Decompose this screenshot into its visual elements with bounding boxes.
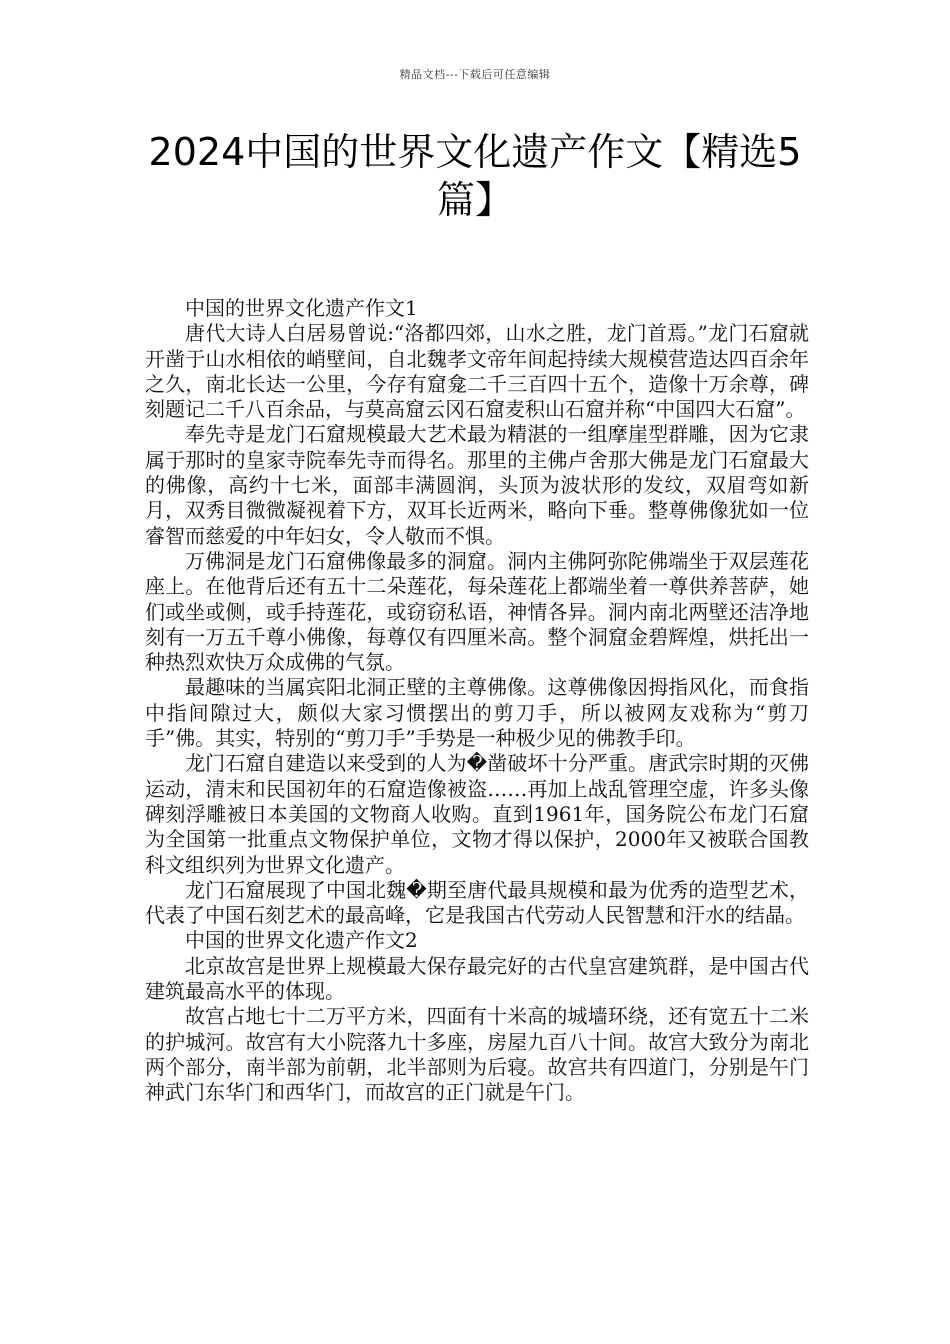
section-heading-2: 中国的世界文化遗产作文2 bbox=[185, 928, 418, 953]
paragraph: 唐代大诗人白居易曾说:“洛都四郊，山水之胜，龙门首焉。”龙门石窟就开凿于山水相依的峭壁间，自北魏孝文帝年间起持续大规模营造达四百余年之久，南北长达一公里，今存有窟龛二千三百四十五个，造像十万余尊，碑刻题记二千八百余品，与莫高窟云冈石窟麦积山石窟并称“中国四大石窟”。 bbox=[145, 321, 809, 422]
paragraph: 万佛洞是龙门石窟佛像最多的洞窟。洞内主佛阿弥陀佛端坐于双层莲花座上。在他背后还有五十二朵莲花，每朵莲花上都端坐着一尊供养菩萨，她们或坐或侧，或手持莲花，或窃窃私语，神情各异。洞内南北两壁还洁净地刻有一万五千尊小佛像，每尊仅有四厘米高。整个洞窟金碧辉煌，烘托出一种热烈欢快万众成佛的气氛。 bbox=[145, 548, 809, 675]
document-body bbox=[145, 296, 809, 1106]
header-note: 精品文档---下载后可任意编辑 bbox=[399, 68, 551, 81]
paragraph: 龙门石窟自建造以来受到的人为�凿破坏十分严重。唐武宗时期的灭佛运动，清末和民国初年的石窟造像被盗……再加上战乱管理空虚，许多头像碑刻浮雕被日本美国的文物商人收购。直到1961年，国务院公布龙门石窟为全国第一批重点文物保护单位，文物才得以保护，2000年又被联合国教科文组织列为世界文化遗产。 bbox=[145, 751, 809, 877]
document-title: 2024中国的世界文化遗产作文【精选5篇】 bbox=[148, 130, 802, 222]
paragraph: 最趣味的当属宾阳北洞正壁的主尊佛像。这尊佛像因拇指风化，而食指中指间隙过大，颇似大家习惯摆出的剪刀手，所以被网友戏称为“剪刀手”佛。其实，特别的“剪刀手”手势是一种极少见的佛教手印。 bbox=[145, 675, 809, 751]
section-heading-1: 中国的世界文化遗产作文1 bbox=[185, 296, 418, 320]
paragraph: 故宫占地七十二万平方米，四面有十米高的城墙环绕，还有宽五十二米的护城河。故宫有大小院落九十多座，房屋九百八十间。故宫大致分为南北两个部分，南半部为前朝，北半部则为后寝。故宫共有四道门，分别是午门神武门东华门和西华门，而故宫的正门就是午门。 bbox=[145, 1004, 809, 1105]
paragraph: 龙门石窟展现了中国北魏�期至唐代最具规模和最为优秀的造型艺术，代表了中国石刻艺术的最高峰，它是我国古代劳动人民智慧和汗水的结晶。 bbox=[145, 877, 809, 928]
paragraph: 北京故宫是世界上规模最大保存最完好的古代皇宫建筑群，是中国古代建筑最高水平的体现。 bbox=[145, 953, 809, 1004]
paragraph: 奉先寺是龙门石窟规模最大艺术最为精湛的一组摩崖型群雕，因为它隶属于那时的皇家寺院奉先寺而得名。那里的主佛卢舍那大佛是龙门石窟最大的佛像，高约十七米，面部丰满圆润，头顶为波状形的发纹，双眉弯如新月，双秀目微微凝视着下方，双耳长近两米，略向下垂。整尊佛像犹如一位睿智而慈爱的中年妇女，令人敬而不惧。 bbox=[145, 422, 809, 548]
